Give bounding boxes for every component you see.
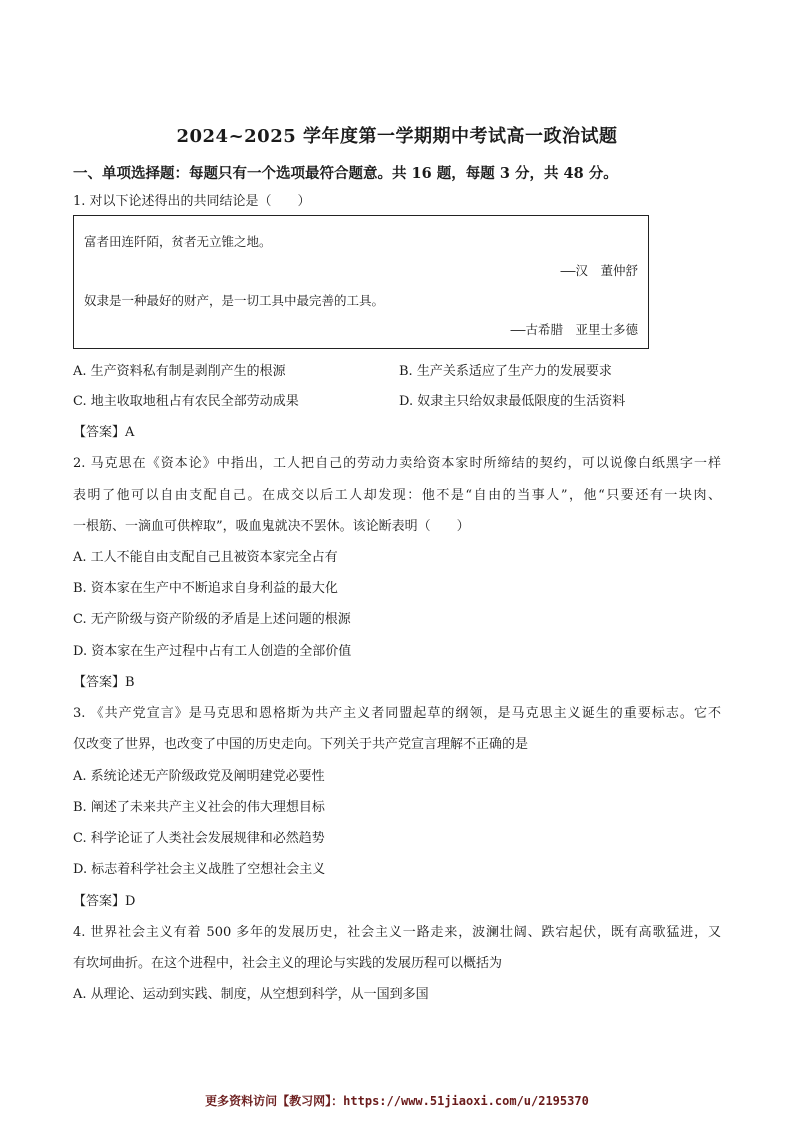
q2-option-d: D. 资本家在生产过程中占有工人创造的全部价值	[73, 644, 352, 659]
quote-box	[73, 215, 649, 349]
q4-line-2: 有坎坷曲折。在这个进程中，社会主义的理论与实践的发展历程可以概括为	[73, 956, 503, 971]
q2-line-3: 一根筋、一滴血可供榨取”，吸血鬼就决不罢休。该论断表明（ ）	[73, 519, 470, 534]
q2-option-c: C. 无产阶级与资产阶级的矛盾是上述问题的根源	[73, 612, 351, 627]
q2-answer: 【答案】B	[73, 675, 135, 690]
quote-2-source: ——古希腊 亚里士多德	[510, 322, 638, 337]
q3-line-1: 3. 《共产党宣言》是马克思和恩格斯为共产主义者同盟起草的纲领，是马克思主义诞生的重要标志。它不	[73, 706, 721, 721]
q3-option-c: C. 科学论证了人类社会发展规律和必然趋势	[73, 831, 325, 846]
page-title: 2024~2025 学年度第一学期期中考试高一政治试题	[176, 126, 618, 147]
footer-link[interactable]: 更多资料访问【教习网】：https://www.51jiaoxi.com/u/2195370	[205, 1094, 589, 1108]
q2-line-2: 表明了他可以自由支配自己。在成交以后工人却发现：他不是“自由的当事人”，他“只要还有一块肉、	[73, 488, 721, 503]
q1-answer: 【答案】A	[73, 425, 135, 440]
quote-2: 奴隶是一种最好的财产，是一切工具中最完善的工具。	[84, 293, 385, 308]
q2-option-a: A. 工人不能自由支配自己且被资本家完全占有	[73, 550, 338, 565]
q1-option-b: B. 生产关系适应了生产力的发展要求	[399, 364, 612, 379]
q2-option-b: B. 资本家在生产中不断追求自身利益的最大化	[73, 581, 338, 596]
section-heading: 一、单项选择题：每题只有一个选项最符合题意。共 16 题，每题 3 分，共 48 分。	[73, 165, 618, 182]
q1-option-c: C. 地主收取地租占有农民全部劳动成果	[73, 394, 299, 409]
q3-option-a: A. 系统论述无产阶级政党及阐明建党必要性	[73, 769, 325, 784]
q1-option-a: A. 生产资料私有制是剥削产生的根源	[73, 364, 286, 379]
q4-option-a: A. 从理论、运动到实践、制度，从空想到科学，从一国到多国	[73, 987, 429, 1002]
q3-option-d: D. 标志着科学社会主义战胜了空想社会主义	[73, 862, 326, 877]
q1-stem: 1. 对以下论述得出的共同结论是（ ）	[73, 194, 311, 209]
q3-option-b: B. 阐述了未来共产主义社会的伟大理想目标	[73, 800, 325, 815]
q1-option-d: D. 奴隶主只给奴隶最低限度的生活资料	[399, 394, 626, 409]
q3-answer: 【答案】D	[73, 894, 136, 909]
q3-line-2: 仅改变了世界，也改变了中国的历史走向。下列关于共产党宣言理解不正确的是	[73, 737, 529, 752]
q4-line-1: 4. 世界社会主义有着 500 多年的发展历史，社会主义一路走来，波澜壮阔、跌宕起伏，既有高歌猛进，又	[73, 925, 721, 940]
quote-1: 富者田连阡陌，贫者无立锥之地。	[84, 234, 272, 249]
q2-line-1: 2. 马克思在《资本论》中指出，工人把自己的劳动力卖给资本家时所缔结的契约，可以说像白纸黑字一样	[73, 456, 721, 471]
quote-1-source: ——汉 董仲舒	[560, 263, 638, 278]
